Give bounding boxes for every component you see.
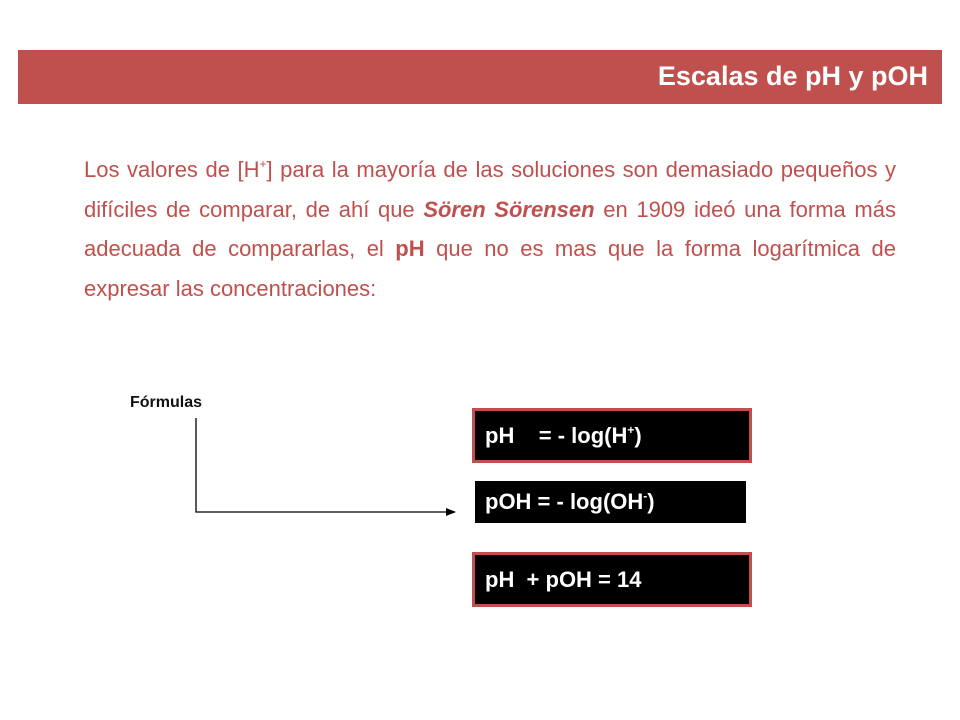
- formula-ph-sup: +: [627, 423, 635, 437]
- paragraph-text-3: en 1909 ideó una forma más adecuada de compararlas, el: [84, 196, 896, 261]
- paragraph-text-1: Los valores de [H: [84, 157, 260, 182]
- ph-emphasis: pH: [395, 236, 425, 261]
- formula-poh: [472, 478, 749, 526]
- paragraph-text-4: que no es mas que la forma logarítmica de expresar las concentraciones:: [84, 236, 896, 301]
- slide-title: Escalas de pH y pOH: [657, 61, 928, 91]
- formula-ph-end: ): [634, 423, 642, 448]
- scientist-name: Sören Sörensen: [423, 196, 595, 222]
- formula-sum-text: pH + pOH = 14: [485, 567, 642, 592]
- paragraph-text-2: ] para la mayoría de las soluciones son demasiado pequeños y difíciles de comparar, de ahí que: [84, 157, 896, 222]
- formula-ph-text: pH = - log(H: [485, 423, 628, 448]
- formula-poh-text: pOH = - log(OH: [485, 489, 644, 514]
- formula-ph: [472, 408, 752, 463]
- formula-poh-end: ): [647, 489, 655, 514]
- formula-poh-sup: -: [643, 489, 648, 503]
- formulas-label: Fórmulas: [130, 394, 203, 411]
- formula-sum: [472, 552, 752, 607]
- h-plus-superscript: +: [259, 157, 267, 171]
